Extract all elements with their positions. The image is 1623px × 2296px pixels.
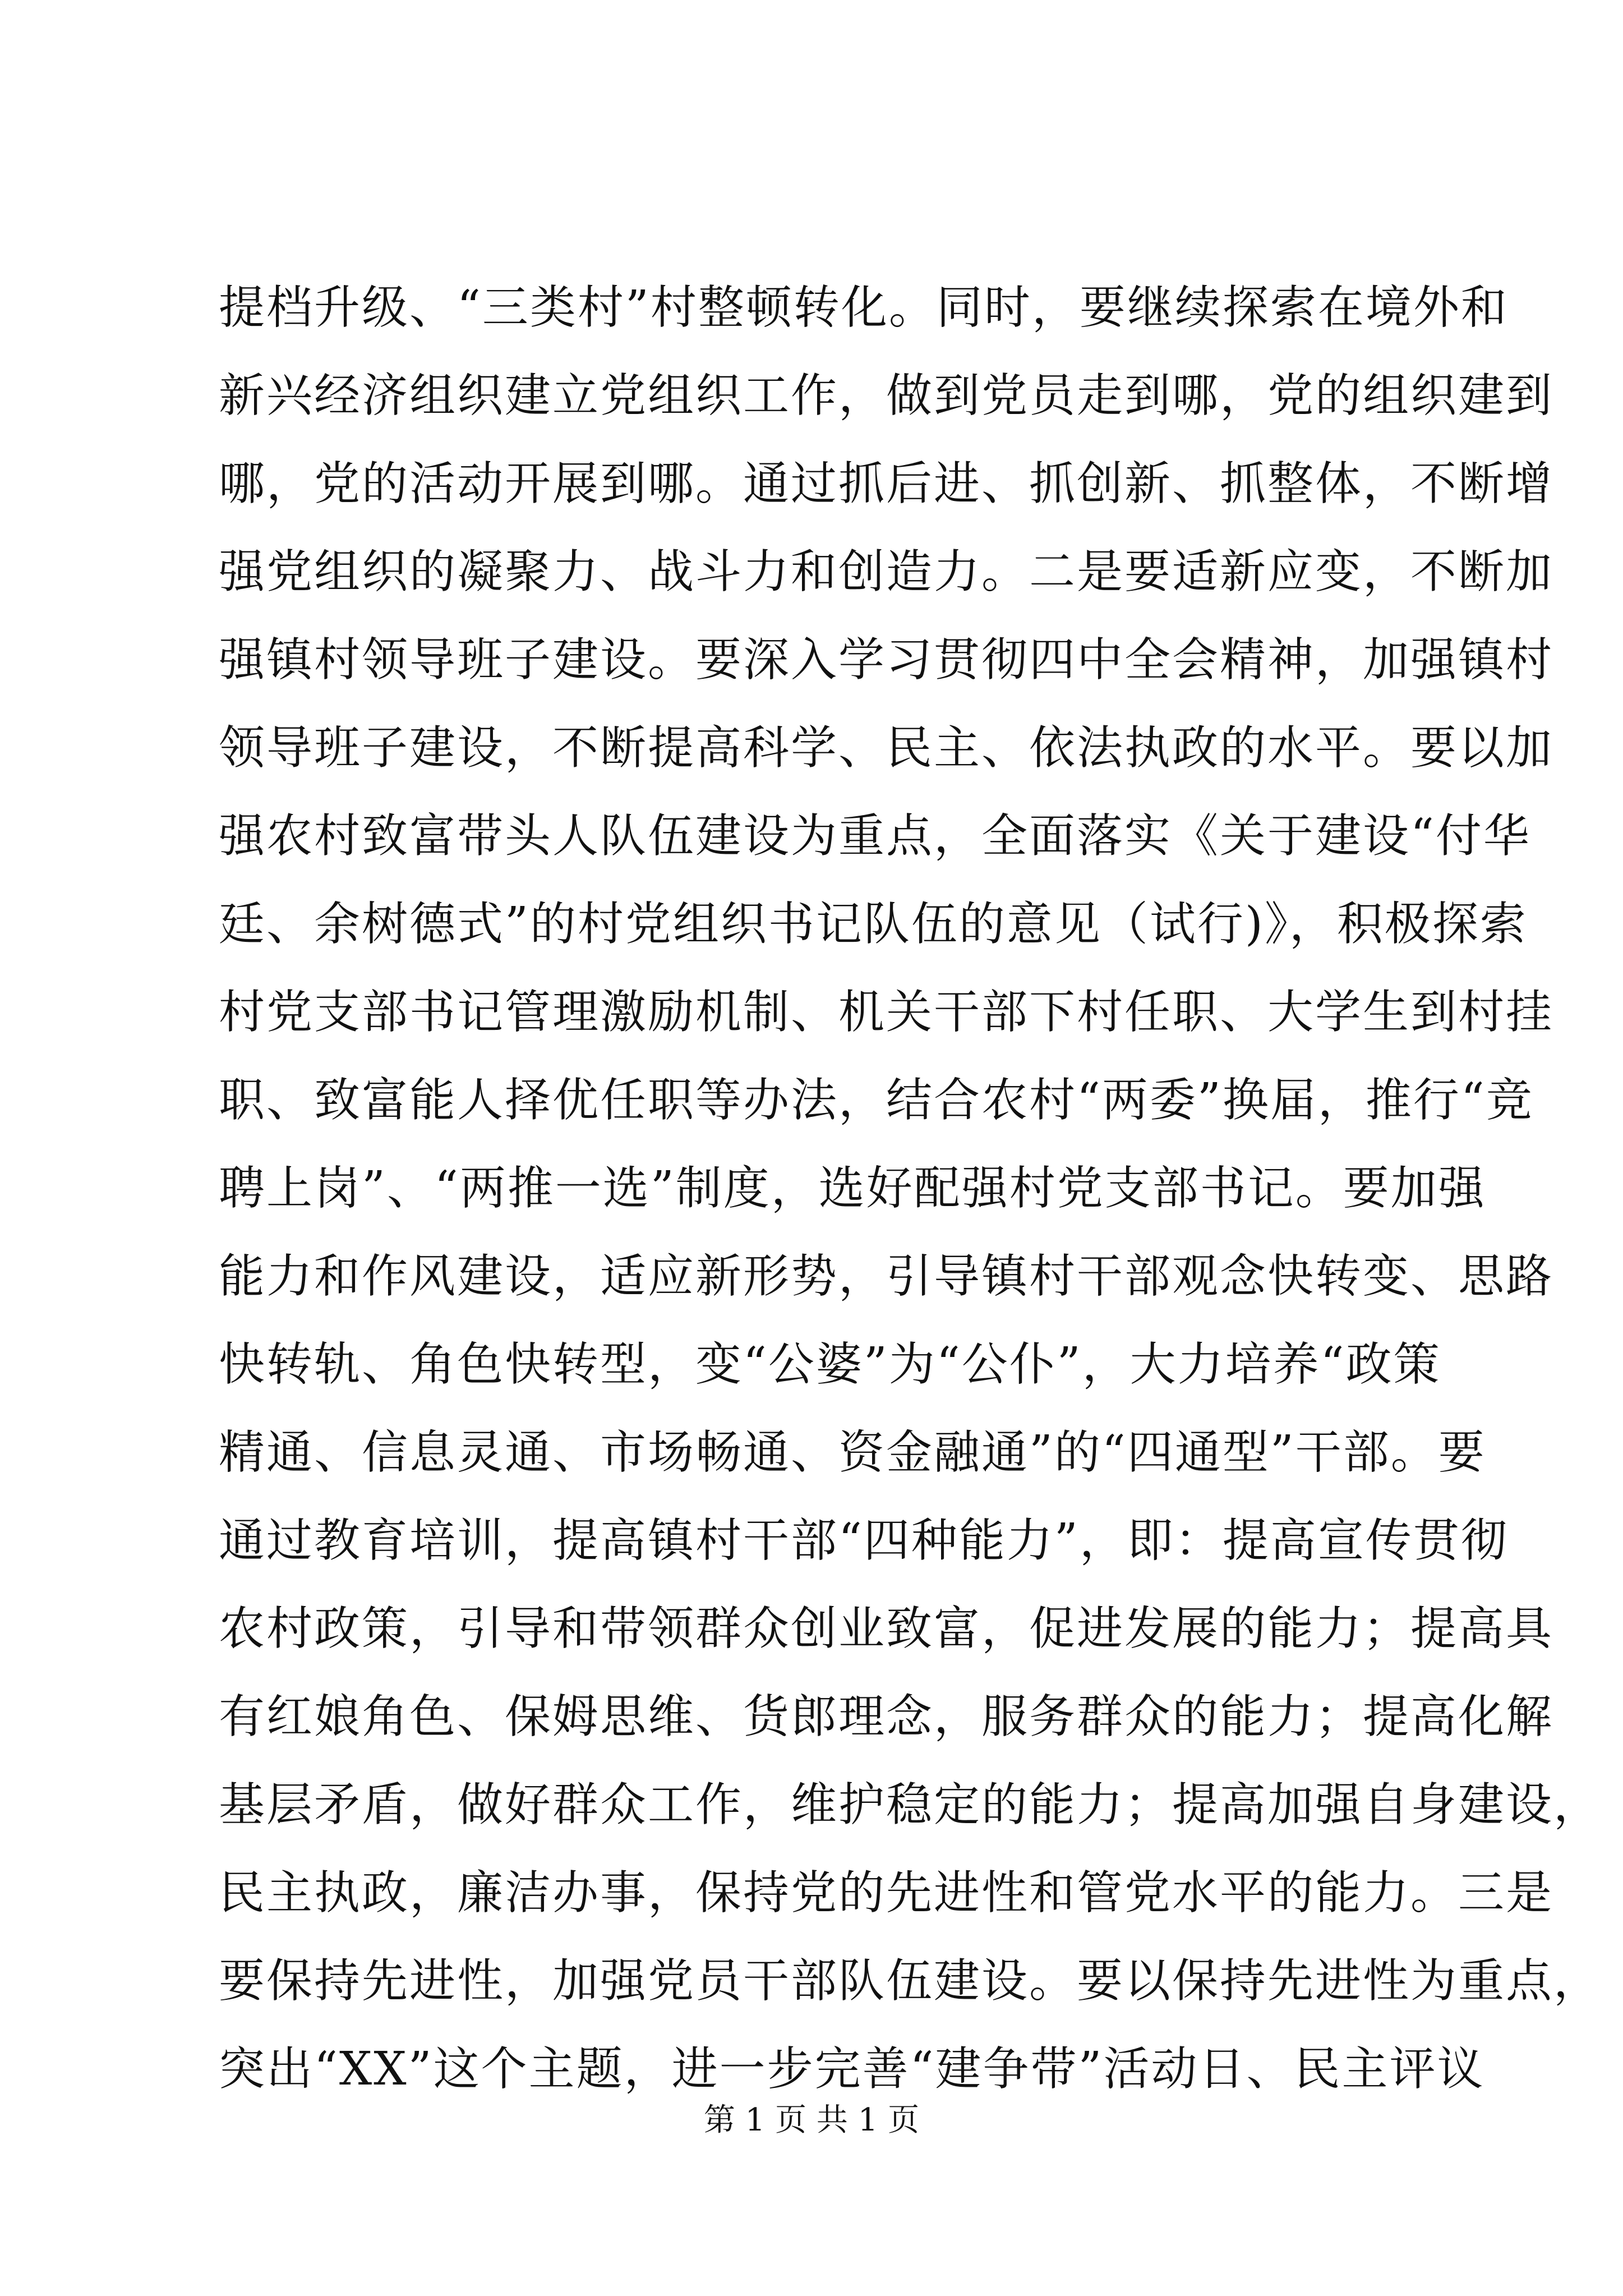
- text-line: 领导班子建设，不断提高科学、民主、依法执政的水平。要以加: [219, 721, 1554, 775]
- text-line: 突出“XX”这个主题，进一步完善“建争带”活动日、民主评议: [219, 2042, 1485, 2096]
- page-number: 第 1 页 共 1 页: [703, 2102, 920, 2138]
- text-line: 聘上岗”、“两推一选”制度，选好配强村党支部书记。要加强: [219, 1162, 1486, 1215]
- text-line: 职、致富能人择优任职等办法，结合农村“两委”换届，推行“竞: [219, 1074, 1534, 1127]
- text-line: 农村政策，引导和带领群众创业致富，促进发展的能力；提高具: [219, 1602, 1554, 1655]
- text-line: 民主执政，廉洁办事，保持党的先进性和管党水平的能力。三是: [219, 1866, 1554, 1920]
- body-text: [219, 264, 1602, 2113]
- text-line: 哪，党的活动开展到哪。通过抓后进、抓创新、抓整体，不断增: [219, 457, 1554, 510]
- text-line: 能力和作风建设，适应新形势，引导镇村干部观念快转变、思路: [219, 1250, 1554, 1303]
- text-line: 有红娘角色、保姆思维、货郎理念，服务群众的能力；提高化解: [219, 1690, 1554, 1743]
- text-line: 强镇村领导班子建设。要深入学习贯彻四中全会精神，加强镇村: [219, 633, 1554, 687]
- text-line: 要保持先进性，加强党员干部队伍建设。要以保持先进性为重点，: [219, 1954, 1602, 2008]
- text-line: 村党支部书记管理激励机制、机关干部下村任职、大学生到村挂: [219, 986, 1554, 1039]
- text-line: 快转轨、角色快转型，变“公婆”为“公仆”，大力培养“政策: [219, 1338, 1441, 1391]
- text-line: 通过教育培训，提高镇村干部“四种能力”，即：提高宣传贯彻: [219, 1514, 1509, 1567]
- page-footer: [0, 2098, 1623, 2143]
- text-line: 提档升级、“三类村”村整顿转化。同时，要继续探索在境外和: [219, 281, 1509, 334]
- text-line: 强党组织的凝聚力、战斗力和创造力。二是要适新应变，不断加: [219, 545, 1554, 599]
- text-line: 强农村致富带头人队伍建设为重点，全面落实《关于建设“付华: [219, 809, 1531, 863]
- text-line: 精通、信息灵通、市场畅通、资金融通”的“四通型”干部。要: [219, 1426, 1486, 1479]
- text-line: 新兴经济组织建立党组织工作，做到党员走到哪，党的组织建到: [219, 369, 1554, 422]
- text-line: 基层矛盾，做好群众工作，维护稳定的能力；提高加强自身建设，: [219, 1778, 1602, 1832]
- text-line: 廷、余树德式”的村党组织书记队伍的意见（试行)》，积极探索: [219, 898, 1528, 951]
